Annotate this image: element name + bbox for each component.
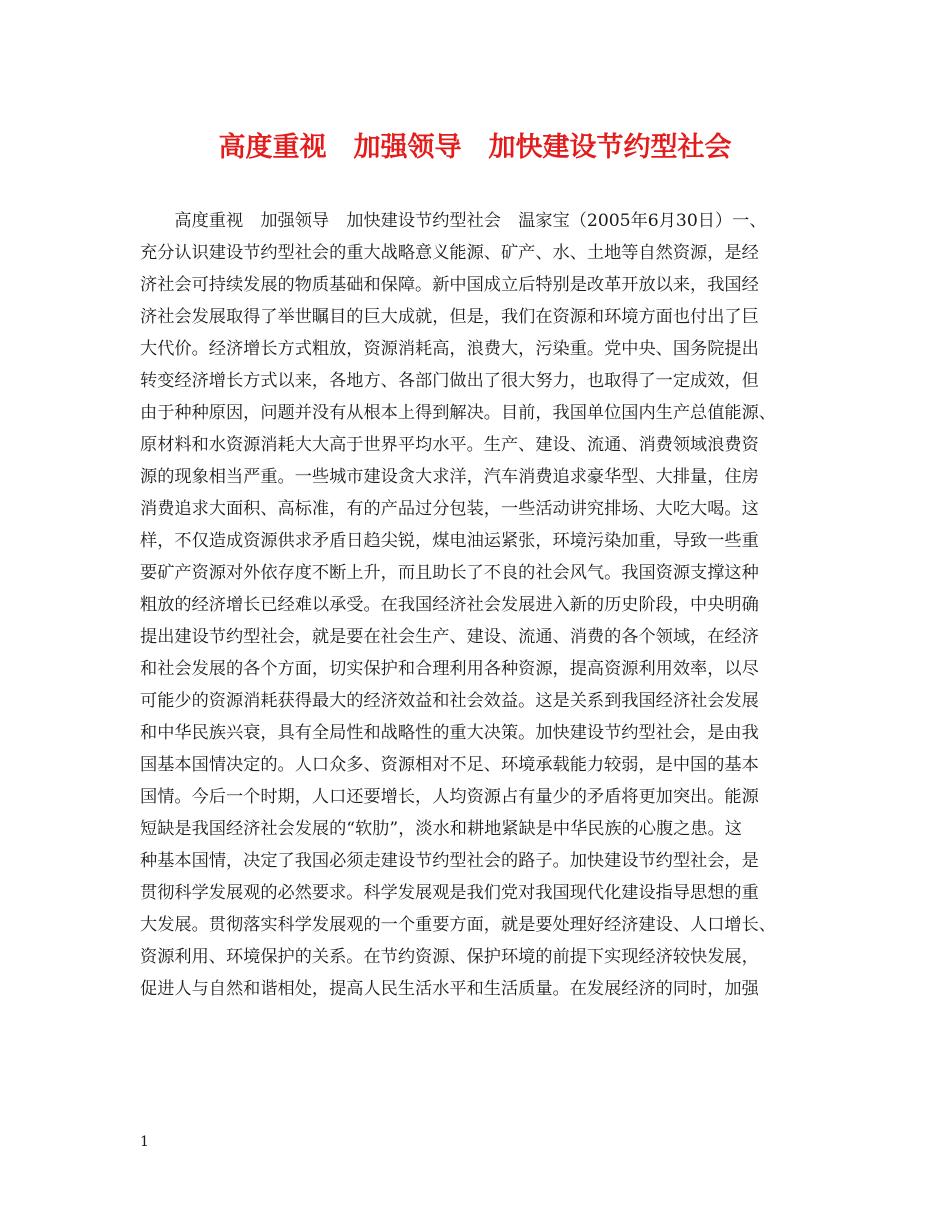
body-line: 由于种种原因，问题并没有从根本上得到解决。目前，我国单位国内生产总值能源、 <box>140 403 776 423</box>
body-line: 和社会发展的各个方面，切实保护和合理利用各种资源，提高资源利用效率，以尽 <box>140 659 759 679</box>
body-line: 贯彻科学发展观的必然要求。科学发展观是我们党对我国现代化建设指导思想的重 <box>140 883 759 903</box>
body-line: 大代价。经济增长方式粗放，资源消耗高，浪费大，污染重。党中央、国务院提出 <box>140 339 759 359</box>
document-title: 高度重视 加强领导 加快建设节约型社会 <box>218 132 732 163</box>
body-line: 可能少的资源消耗获得最大的经济效益和社会效益。这是关系到我国经济社会发展 <box>140 691 759 711</box>
body-line: 国基本国情决定的。人口众多、资源相对不足、环境承载能力较弱，是中国的基本 <box>140 755 759 775</box>
body-line: 要矿产资源对外依存度不断上升，而且助长了不良的社会风气。我国资源支撑这种 <box>140 563 759 583</box>
body-line: 源的现象相当严重。一些城市建设贪大求洋，汽车消费追求豪华型、大排量，住房 <box>140 467 759 487</box>
body-line: 粗放的经济增长已经难以承受。在我国经济社会发展进入新的历史阶段，中央明确 <box>140 595 759 615</box>
body-line: 促进人与自然和谐相处，提高人民生活水平和生活质量。在发展经济的同时，加强 <box>140 979 759 999</box>
body-line: 提出建设节约型社会，就是要在社会生产、建设、流通、消费的各个领域，在经济 <box>140 627 759 647</box>
body-line: 充分认识建设节约型社会的重大战略意义能源、矿产、水、土地等自然资源，是经 <box>140 243 759 263</box>
page-number: 1 <box>140 1134 149 1150</box>
body-line: 短缺是我国经济社会发展的“软肋”，淡水和耕地紧缺是中华民族的心腹之患。这 <box>140 819 742 839</box>
body-line: 高度重视 加强领导 加快建设节约型社会 温家宝（2005年6月30日）一、 <box>140 211 767 231</box>
body-line: 济社会发展取得了举世瞩目的巨大成就，但是，我们在资源和环境方面也付出了巨 <box>140 307 759 327</box>
body-line: 消费追求大面积、高标准，有的产品过分包装，一些活动讲究排场、大吃大喝。这 <box>140 499 759 519</box>
document-body <box>140 205 826 1005</box>
body-line: 国情。今后一个时期，人口还要增长，人均资源占有量少的矛盾将更加突出。能源 <box>140 787 759 807</box>
body-line: 种基本国情，决定了我国必须走建设节约型社会的路子。加快建设节约型社会，是 <box>140 851 759 871</box>
body-line: 样，不仅造成资源供求矛盾日趋尖锐，煤电油运紧张，环境污染加重，导致一些重 <box>140 531 759 551</box>
body-line: 大发展。贯彻落实科学发展观的一个重要方面，就是要处理好经济建设、人口增长、 <box>140 915 776 935</box>
body-line: 资源利用、环境保护的关系。在节约资源、保护环境的前提下实现经济较快发展， <box>140 947 759 967</box>
body-line: 原材料和水资源消耗大大高于世界平均水平。生产、建设、流通、消费领域浪费资 <box>140 435 759 455</box>
body-line: 和中华民族兴衰，具有全局性和战略性的重大决策。加快建设节约型社会，是由我 <box>140 723 759 743</box>
body-line: 济社会可持续发展的物质基础和保障。新中国成立后特别是改革开放以来，我国经 <box>140 275 759 295</box>
body-line: 转变经济增长方式以来，各地方、各部门做出了很大努力，也取得了一定成效，但 <box>140 371 759 391</box>
